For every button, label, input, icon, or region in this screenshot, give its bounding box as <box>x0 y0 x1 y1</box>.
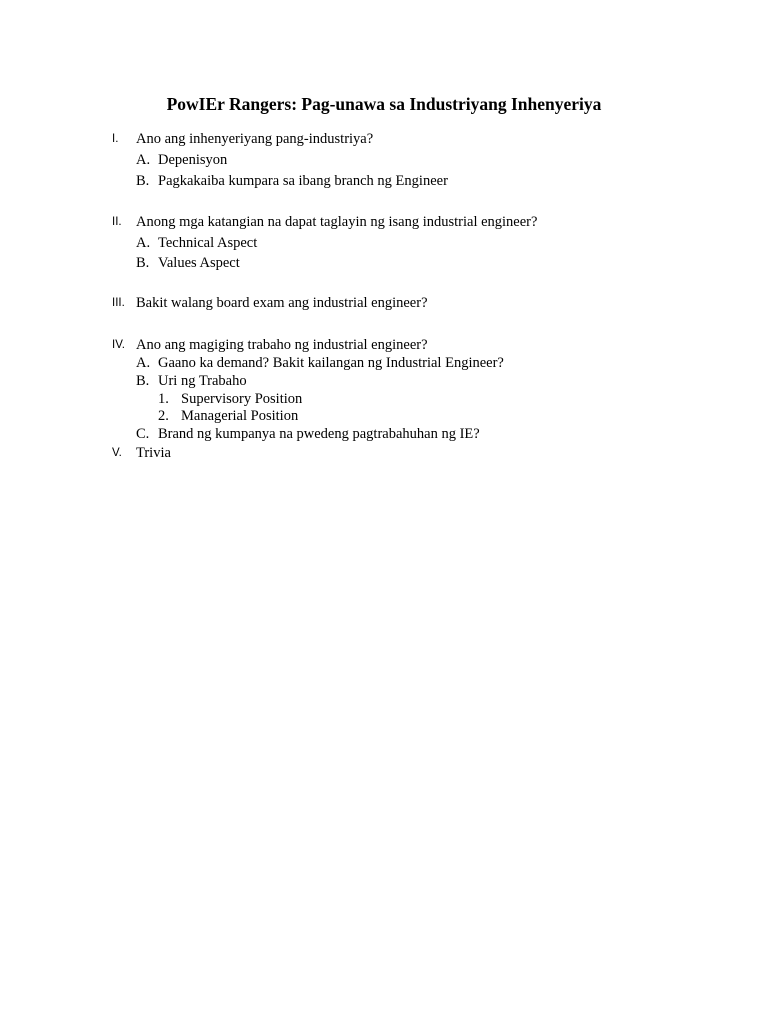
item-text: Brand ng kumpanya na pwedeng pagtrabahuhan ng IE? <box>158 426 480 442</box>
subitem-text: Managerial Position <box>181 408 299 424</box>
document-title: PowIEr Rangers: Pag-unawa sa Industriyang Inhenyeriya <box>166 94 602 114</box>
item-text: Technical Aspect <box>158 235 258 251</box>
section-numeral: V. <box>112 447 122 459</box>
section-question: Ano ang magiging trabaho ng industrial engineer? <box>136 337 428 353</box>
section-question: Trivia <box>136 445 171 461</box>
item-text: Uri ng Trabaho <box>158 373 247 389</box>
section-numeral: II. <box>112 216 122 228</box>
subitem-marker: 1. <box>158 391 169 407</box>
item-text: Gaano ka demand? Bakit kailangan ng Industrial Engineer? <box>158 355 504 371</box>
item-marker: B. <box>136 255 150 271</box>
item-marker: B. <box>136 173 150 189</box>
section-question: Anong mga katangian na dapat taglayin ng isang industrial engineer? <box>136 214 538 230</box>
section-question: Ano ang inhenyeriyang pang-industriya? <box>136 131 374 147</box>
section-numeral: IV. <box>112 339 126 351</box>
item-marker: A. <box>136 355 151 371</box>
subitem-marker: 2. <box>158 408 169 424</box>
item-text: Depenisyon <box>158 152 228 168</box>
item-marker: A. <box>136 152 151 168</box>
item-marker: A. <box>136 235 151 251</box>
section-question: Bakit walang board exam ang industrial engineer? <box>136 295 428 311</box>
subitem-text: Supervisory Position <box>181 391 303 407</box>
section-numeral: I. <box>112 133 119 145</box>
section-numeral: III. <box>112 297 125 309</box>
item-marker: B. <box>136 373 150 389</box>
item-marker: C. <box>136 426 150 442</box>
item-text: Pagkakaiba kumpara sa ibang branch ng Engineer <box>158 173 448 189</box>
item-text: Values Aspect <box>158 255 240 271</box>
